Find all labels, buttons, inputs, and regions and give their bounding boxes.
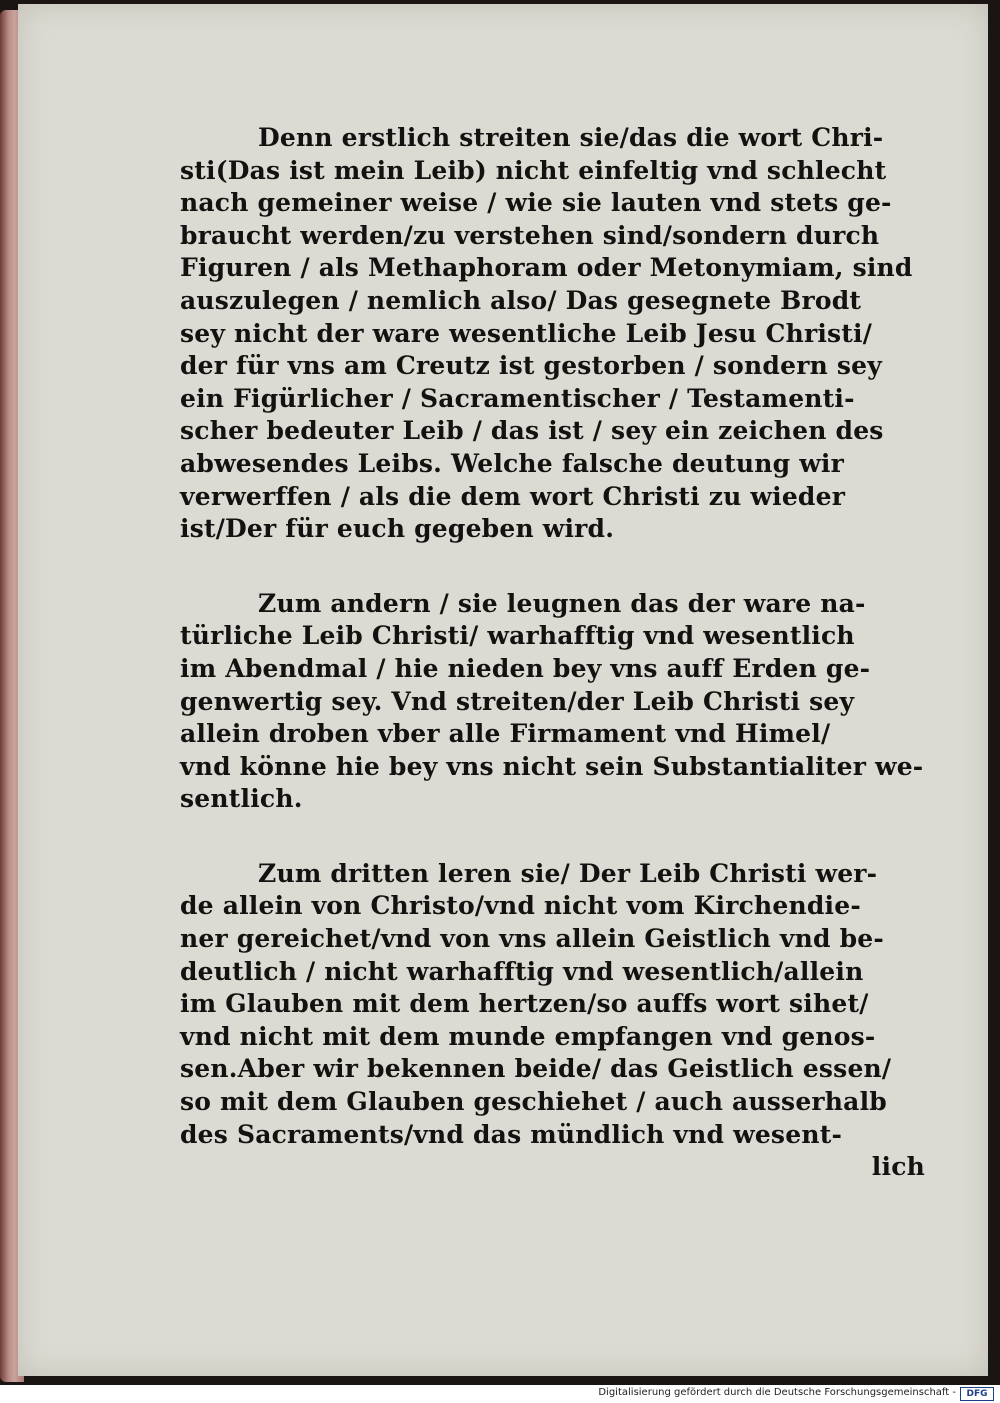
text-line: im Abendmal / hie nieden bey vns auff Erden ge- [180, 653, 871, 683]
text-line: im Glauben mit dem hertzen/so auffs wort sihet/ [180, 989, 869, 1019]
text-line: allein droben vber alle Firmament vnd Himel/ [180, 719, 831, 749]
text-line: Zum andern / sie leugnen das der ware na- [258, 588, 866, 618]
text-line: auszulegen / nemlich also/ Das gesegnete Brodt [180, 285, 862, 315]
text-line: Zum dritten leren sie/ Der Leib Christi wer- [258, 858, 878, 888]
page-text [180, 122, 925, 1184]
paragraph-1 [180, 122, 925, 546]
paragraph-gap [180, 816, 925, 858]
text-line: abwesendes Leibs. Welche falsche deutung wir [180, 448, 844, 478]
text-line: deutlich / nicht warhafftig vnd wesentlich/allein [180, 956, 864, 986]
text-line: sti(Das ist mein Leib) nicht einfeltig vnd schlecht [180, 155, 887, 185]
footer-bar [0, 1385, 1000, 1403]
text-line: braucht werden/zu verstehen sind/sondern durch [180, 220, 880, 250]
text-line: des Sacraments/vnd das mündlich vnd wesent- [180, 1119, 843, 1149]
text-line: der für vns am Creutz ist gestorben / sondern sey [180, 351, 882, 381]
text-line: türliche Leib Christi/ warhafftig vnd wesentlich [180, 621, 855, 651]
text-line: nach gemeiner weise / wie sie lauten vnd stets ge- [180, 188, 892, 218]
text-line: ist/Der für euch gegeben wird. [180, 514, 615, 544]
text-line: Figuren / als Methaphoram oder Metonymiam, sind [180, 253, 913, 283]
text-line: genwertig sey. Vnd streiten/der Leib Christi sey [180, 686, 855, 716]
footer-credit: Digitalisierung gefördert durch die Deutsche Forschungsgemeinschaft - [598, 1387, 956, 1398]
dfg-logo-icon: DFG [960, 1387, 994, 1401]
catchword: lich [871, 1152, 925, 1182]
text-line: ein Figürlicher / Sacramentischer / Testamenti- [180, 383, 855, 413]
text-line: ner gereichet/vnd von vns allein Geistlich vnd be- [180, 924, 884, 954]
text-line: sey nicht der ware wesentliche Leib Jesu Christi/ [180, 318, 873, 348]
paragraph-gap [180, 546, 925, 588]
paragraph-2 [180, 588, 925, 816]
text-line: sen.Aber wir bekennen beide/ das Geistlich essen/ [180, 1054, 892, 1084]
text-line: vnd nicht mit dem munde empfangen vnd genos- [180, 1021, 876, 1051]
text-line: vnd könne hie bey vns nicht sein Substantialiter we- [180, 751, 924, 781]
text-line: so mit dem Glauben geschiehet / auch ausserhalb [180, 1087, 887, 1117]
paragraph-3 [180, 858, 925, 1151]
text-line: verwerffen / als die dem wort Christi zu wieder [180, 481, 846, 511]
text-line: scher bedeuter Leib / das ist / sey ein zeichen des [180, 416, 884, 446]
text-line: sentlich. [180, 784, 303, 814]
text-line: Denn erstlich streiten sie/das die wort Chri- [258, 123, 884, 152]
text-line: de allein von Christo/vnd nicht vom Kirchendie- [180, 891, 861, 921]
